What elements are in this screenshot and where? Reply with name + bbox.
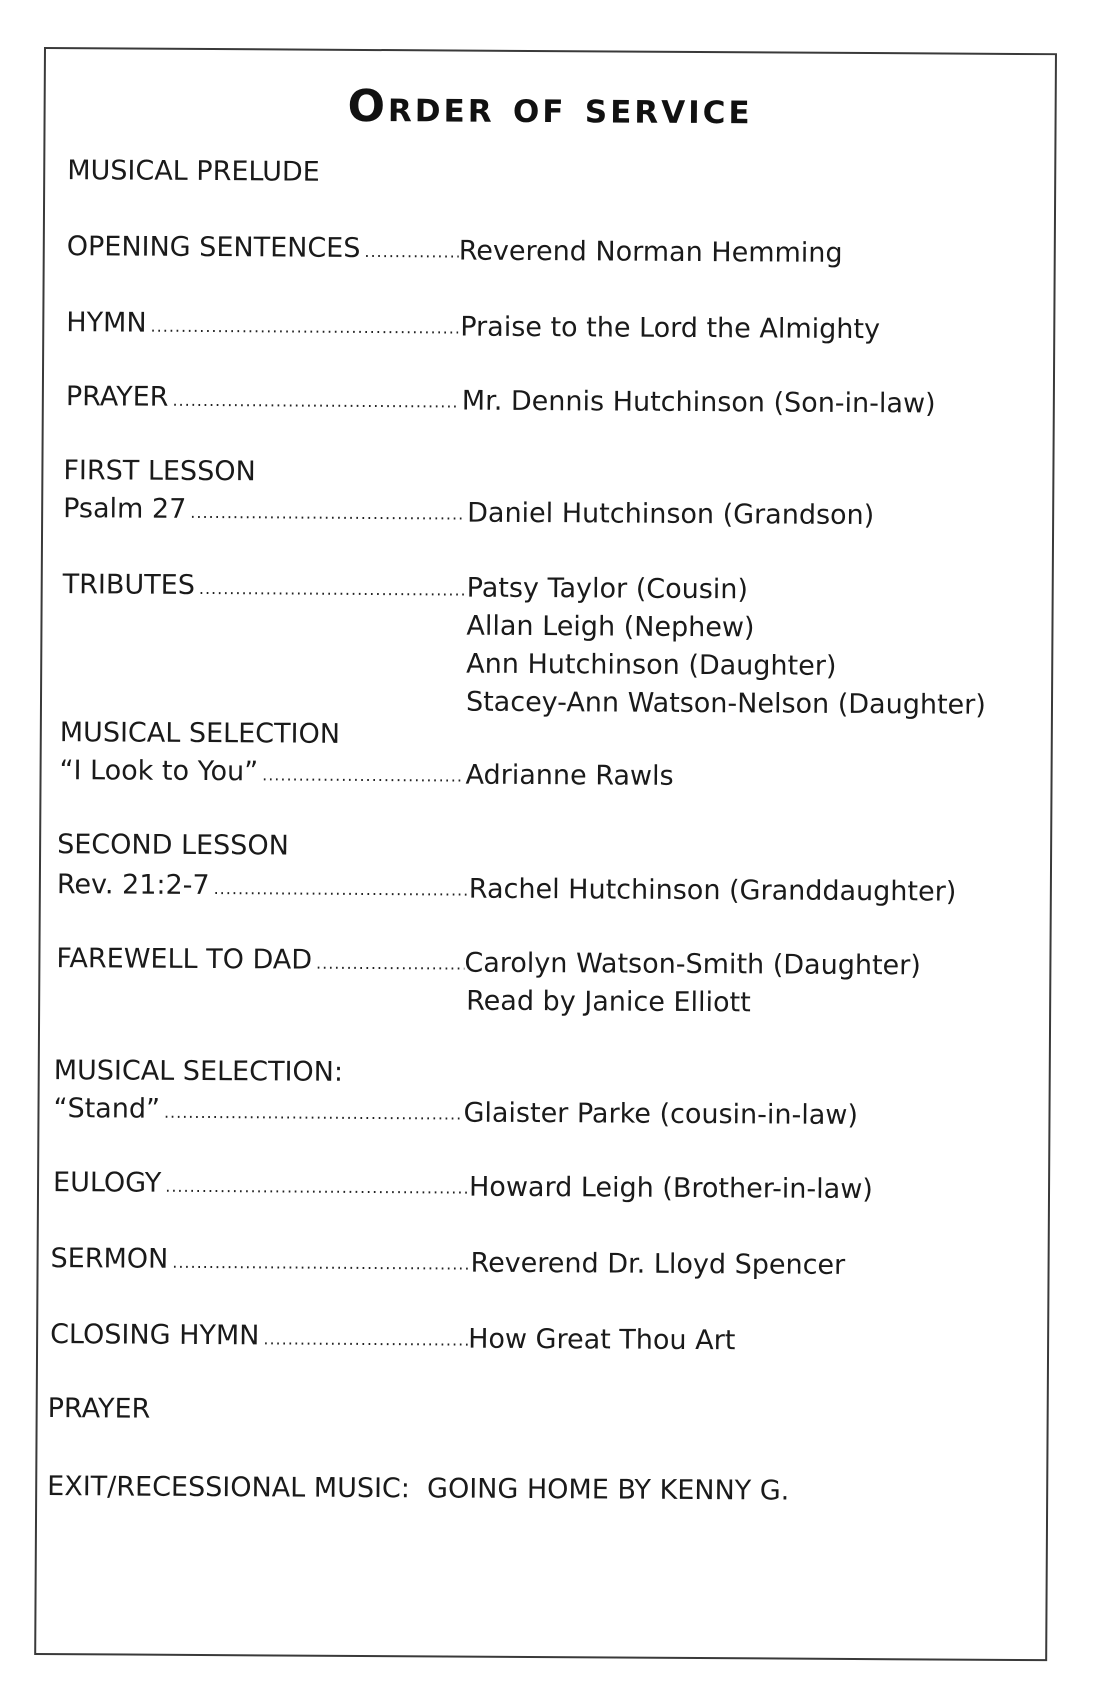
musical-selection-2-heading: MUSICAL SELECTION: [53, 1055, 344, 1088]
musical-selection-heading: MUSICAL SELECTION [59, 717, 341, 750]
second-lesson-value: Rachel Hutchinson (Granddaughter) [468, 873, 957, 908]
sermon-label: SERMON [50, 1243, 169, 1275]
tributes-row [63, 571, 465, 600]
second-lesson-heading: SECOND LESSON [57, 829, 289, 862]
program-frame [34, 47, 1057, 1661]
hymn-value: Praise to the Lord the Almighty [460, 311, 881, 346]
second-lesson-label: Rev. 21:2-7 [56, 869, 210, 902]
sermon-value: Reverend Dr. Lloyd Spencer [470, 1247, 846, 1281]
prayer-row [66, 383, 460, 412]
dot-leader [263, 1322, 468, 1350]
musical-selection-value: Adrianne Rawls [465, 759, 674, 792]
dot-leader [172, 384, 460, 413]
first-lesson-label: Psalm 27 [63, 493, 187, 525]
eulogy-row [53, 1169, 467, 1199]
sermon-row [51, 1245, 469, 1275]
musical-selection-label: “I Look to You” [59, 755, 259, 788]
dot-leader [364, 235, 459, 263]
first-lesson-heading: FIRST LESSON [63, 455, 256, 488]
opening-sentences-value: Reverend Norman Hemming [458, 235, 843, 269]
second-lesson-row [57, 871, 467, 901]
opening-sentences-label: OPENING SENTENCES [66, 231, 361, 264]
dot-leader [165, 1170, 467, 1199]
musical-selection-2-label: “Stand” [53, 1093, 161, 1125]
dot-leader [262, 758, 464, 786]
closing-hymn-label: CLOSING HYMN [50, 1319, 260, 1352]
tribute-name: Patsy Taylor (Cousin) [466, 572, 749, 606]
dot-leader [199, 572, 465, 601]
dot-leader [190, 496, 463, 525]
dot-leader [151, 310, 459, 339]
musical-selection-2-row [53, 1095, 463, 1125]
dot-leader [164, 1096, 464, 1125]
first-lesson-value: Daniel Hutchinson (Grandson) [467, 497, 875, 532]
farewell-label: FAREWELL TO DAD [56, 943, 313, 976]
dot-leader [316, 947, 464, 975]
exit-recessional: EXIT/RECESSIONAL MUSIC: GOING HOME BY KENNY G. [47, 1471, 790, 1507]
closing-hymn-row [50, 1321, 468, 1351]
prayer-value: Mr. Dennis Hutchinson (Son-in-law) [461, 385, 936, 420]
farewell-reader: Read by Janice Elliott [466, 985, 751, 1019]
musical-selection-row [59, 757, 463, 786]
dot-leader [172, 1246, 468, 1275]
page-title: Order of service [347, 80, 753, 135]
musical-selection-2-value: Glaister Parke (cousin-in-law) [463, 1097, 859, 1131]
tribute-name: Allan Leigh (Nephew) [466, 610, 755, 644]
tribute-name: Stacey-Ann Watson-Nelson (Daughter) [465, 686, 986, 721]
eulogy-label: EULOGY [52, 1167, 162, 1199]
closing-hymn-value: How Great Thou Art [468, 1323, 736, 1357]
dot-leader [214, 872, 467, 901]
first-lesson-row [63, 495, 463, 524]
hymn-row [66, 309, 458, 338]
musical-prelude: MUSICAL PRELUDE [67, 155, 320, 188]
opening-sentences-row [67, 233, 459, 262]
farewell-row [56, 945, 464, 974]
tributes-label: TRIBUTES [62, 569, 196, 601]
eulogy-value: Howard Leigh (Brother-in-law) [468, 1171, 873, 1206]
farewell-value: Carolyn Watson-Smith (Daughter) [464, 947, 921, 982]
tribute-name: Ann Hutchinson (Daughter) [466, 648, 837, 682]
closing-prayer: PRAYER [47, 1393, 151, 1425]
prayer-label: PRAYER [65, 381, 169, 413]
hymn-label: HYMN [66, 307, 147, 339]
